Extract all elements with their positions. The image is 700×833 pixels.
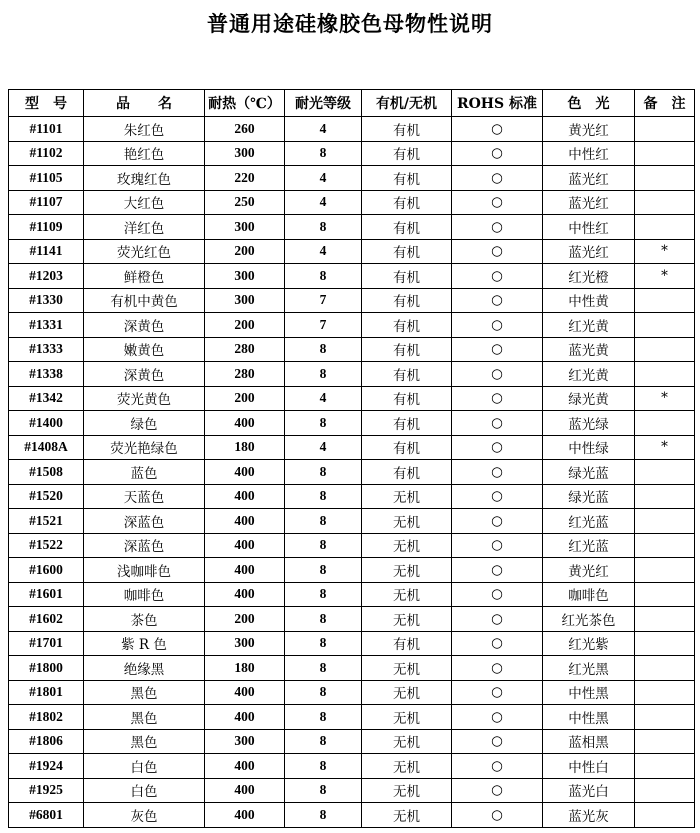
cell-shade: 中性黄 — [543, 288, 635, 313]
header-light: 耐光等级 — [285, 90, 362, 117]
cell-shade: 黄光红 — [543, 558, 635, 583]
cell-note — [635, 778, 695, 803]
cell-type: 有机 — [362, 460, 452, 485]
header-heat: 耐热（℃） — [205, 90, 285, 117]
cell-code: #1400 — [9, 411, 84, 436]
cell-shade: 蓝光黄 — [543, 337, 635, 362]
cell-note — [635, 582, 695, 607]
cell-heat: 400 — [205, 705, 285, 730]
cell-rohs: ○ — [452, 607, 543, 632]
cell-light: 7 — [285, 313, 362, 338]
cell-note — [635, 680, 695, 705]
cell-note: * — [635, 239, 695, 264]
table-body — [9, 117, 695, 828]
cell-code: #1802 — [9, 705, 84, 730]
cell-rohs: ○ — [452, 288, 543, 313]
cell-name: 深蓝色 — [84, 533, 205, 558]
cell-name: 蓝色 — [84, 460, 205, 485]
cell-heat: 400 — [205, 754, 285, 779]
cell-light: 8 — [285, 607, 362, 632]
cell-code: #1105 — [9, 166, 84, 191]
cell-note: * — [635, 386, 695, 411]
cell-note — [635, 117, 695, 142]
cell-light: 4 — [285, 190, 362, 215]
cell-heat: 220 — [205, 166, 285, 191]
cell-rohs: ○ — [452, 117, 543, 142]
cell-shade: 咖啡色 — [543, 582, 635, 607]
cell-name: 咖啡色 — [84, 582, 205, 607]
cell-rohs: ○ — [452, 337, 543, 362]
table-row — [9, 337, 695, 362]
cell-shade: 黄光红 — [543, 117, 635, 142]
cell-type: 无机 — [362, 656, 452, 681]
cell-type: 无机 — [362, 533, 452, 558]
cell-note — [635, 166, 695, 191]
cell-type: 无机 — [362, 729, 452, 754]
table-row — [9, 631, 695, 656]
cell-name: 荧光红色 — [84, 239, 205, 264]
header-name: 品 名 — [84, 90, 205, 117]
cell-code: #1521 — [9, 509, 84, 534]
header-row — [9, 90, 695, 117]
cell-shade: 红光蓝 — [543, 509, 635, 534]
cell-name: 紫 R 色 — [84, 631, 205, 656]
cell-shade: 中性黑 — [543, 705, 635, 730]
table-row — [9, 239, 695, 264]
cell-light: 4 — [285, 239, 362, 264]
cell-light: 8 — [285, 729, 362, 754]
cell-type: 有机 — [362, 362, 452, 387]
table-row — [9, 313, 695, 338]
cell-name: 黑色 — [84, 705, 205, 730]
cell-light: 8 — [285, 484, 362, 509]
cell-type: 有机 — [362, 215, 452, 240]
cell-rohs: ○ — [452, 705, 543, 730]
table-row — [9, 803, 695, 828]
cell-type: 有机 — [362, 313, 452, 338]
cell-type: 有机 — [362, 239, 452, 264]
cell-note — [635, 803, 695, 828]
cell-type: 有机 — [362, 117, 452, 142]
cell-shade: 红光黑 — [543, 656, 635, 681]
table-row — [9, 411, 695, 436]
cell-heat: 400 — [205, 582, 285, 607]
cell-rohs: ○ — [452, 729, 543, 754]
table-row — [9, 484, 695, 509]
table-row — [9, 190, 695, 215]
cell-light: 8 — [285, 533, 362, 558]
cell-note — [635, 754, 695, 779]
header-type: 有机/无机 — [362, 90, 452, 117]
table-row — [9, 435, 695, 460]
cell-note — [635, 705, 695, 730]
cell-code: #1101 — [9, 117, 84, 142]
cell-note — [635, 607, 695, 632]
cell-rohs: ○ — [452, 141, 543, 166]
cell-heat: 300 — [205, 264, 285, 289]
cell-name: 玫瑰红色 — [84, 166, 205, 191]
cell-heat: 200 — [205, 607, 285, 632]
cell-note: * — [635, 435, 695, 460]
cell-note — [635, 484, 695, 509]
cell-note — [635, 631, 695, 656]
cell-name: 白色 — [84, 778, 205, 803]
cell-type: 无机 — [362, 582, 452, 607]
cell-rohs: ○ — [452, 803, 543, 828]
header-rohs: ROHS 标准 — [452, 90, 543, 117]
cell-type: 有机 — [362, 411, 452, 436]
cell-type: 有机 — [362, 631, 452, 656]
cell-rohs: ○ — [452, 754, 543, 779]
cell-rohs: ○ — [452, 239, 543, 264]
cell-rohs: ○ — [452, 190, 543, 215]
cell-name: 深黄色 — [84, 362, 205, 387]
cell-heat: 200 — [205, 313, 285, 338]
cell-light: 7 — [285, 288, 362, 313]
cell-shade: 蓝光红 — [543, 239, 635, 264]
cell-light: 4 — [285, 386, 362, 411]
cell-shade: 蓝光绿 — [543, 411, 635, 436]
cell-code: #1806 — [9, 729, 84, 754]
table-row — [9, 656, 695, 681]
cell-heat: 400 — [205, 803, 285, 828]
cell-note: * — [635, 264, 695, 289]
cell-type: 有机 — [362, 435, 452, 460]
cell-name: 黑色 — [84, 680, 205, 705]
table-row — [9, 386, 695, 411]
cell-rohs: ○ — [452, 362, 543, 387]
cell-rohs: ○ — [452, 582, 543, 607]
table-row — [9, 754, 695, 779]
cell-code: #1800 — [9, 656, 84, 681]
cell-light: 8 — [285, 778, 362, 803]
cell-type: 无机 — [362, 778, 452, 803]
cell-rohs: ○ — [452, 484, 543, 509]
cell-name: 深黄色 — [84, 313, 205, 338]
table-row — [9, 460, 695, 485]
table-header — [9, 90, 695, 117]
table-row — [9, 607, 695, 632]
table-row — [9, 117, 695, 142]
table-row — [9, 288, 695, 313]
cell-note — [635, 288, 695, 313]
cell-rohs: ○ — [452, 435, 543, 460]
cell-type: 有机 — [362, 190, 452, 215]
cell-name: 大红色 — [84, 190, 205, 215]
cell-shade: 红光茶色 — [543, 607, 635, 632]
cell-shade: 绿光蓝 — [543, 460, 635, 485]
cell-light: 4 — [285, 117, 362, 142]
table-row — [9, 141, 695, 166]
cell-type: 有机 — [362, 386, 452, 411]
cell-code: #1330 — [9, 288, 84, 313]
cell-name: 绝缘黑 — [84, 656, 205, 681]
cell-type: 无机 — [362, 705, 452, 730]
cell-heat: 300 — [205, 215, 285, 240]
cell-name: 浅咖啡色 — [84, 558, 205, 583]
cell-light: 8 — [285, 509, 362, 534]
cell-light: 4 — [285, 435, 362, 460]
properties-table — [8, 89, 695, 828]
cell-light: 8 — [285, 705, 362, 730]
cell-code: #1331 — [9, 313, 84, 338]
cell-shade: 中性绿 — [543, 435, 635, 460]
cell-note — [635, 460, 695, 485]
cell-rohs: ○ — [452, 215, 543, 240]
cell-rohs: ○ — [452, 313, 543, 338]
cell-name: 绿色 — [84, 411, 205, 436]
cell-light: 4 — [285, 166, 362, 191]
cell-light: 8 — [285, 264, 362, 289]
cell-heat: 400 — [205, 484, 285, 509]
cell-note — [635, 362, 695, 387]
cell-heat: 300 — [205, 141, 285, 166]
cell-light: 8 — [285, 656, 362, 681]
cell-light: 8 — [285, 680, 362, 705]
cell-note — [635, 215, 695, 240]
cell-shade: 绿光蓝 — [543, 484, 635, 509]
table-row — [9, 215, 695, 240]
table-row — [9, 778, 695, 803]
cell-code: #1203 — [9, 264, 84, 289]
cell-code: #1924 — [9, 754, 84, 779]
cell-code: #1102 — [9, 141, 84, 166]
cell-type: 有机 — [362, 166, 452, 191]
table-row — [9, 680, 695, 705]
cell-type: 无机 — [362, 509, 452, 534]
cell-light: 8 — [285, 582, 362, 607]
cell-rohs: ○ — [452, 778, 543, 803]
cell-rohs: ○ — [452, 656, 543, 681]
table-row — [9, 264, 695, 289]
cell-shade: 蓝光红 — [543, 166, 635, 191]
cell-code: #1522 — [9, 533, 84, 558]
cell-note — [635, 190, 695, 215]
cell-code: #6801 — [9, 803, 84, 828]
cell-name: 天蓝色 — [84, 484, 205, 509]
cell-rohs: ○ — [452, 166, 543, 191]
cell-code: #1701 — [9, 631, 84, 656]
cell-type: 无机 — [362, 484, 452, 509]
cell-heat: 180 — [205, 656, 285, 681]
cell-shade: 蓝光白 — [543, 778, 635, 803]
cell-heat: 400 — [205, 778, 285, 803]
cell-light: 8 — [285, 141, 362, 166]
cell-heat: 300 — [205, 288, 285, 313]
cell-name: 白色 — [84, 754, 205, 779]
cell-heat: 300 — [205, 729, 285, 754]
cell-rohs: ○ — [452, 533, 543, 558]
cell-code: #1520 — [9, 484, 84, 509]
cell-type: 有机 — [362, 288, 452, 313]
cell-heat: 400 — [205, 558, 285, 583]
cell-name: 茶色 — [84, 607, 205, 632]
cell-shade: 中性红 — [543, 215, 635, 240]
cell-rohs: ○ — [452, 680, 543, 705]
cell-note — [635, 337, 695, 362]
cell-shade: 蓝光红 — [543, 190, 635, 215]
document-title: 普通用途硅橡胶色母物性说明 — [207, 12, 493, 36]
cell-name: 深蓝色 — [84, 509, 205, 534]
cell-name: 荧光黄色 — [84, 386, 205, 411]
cell-name: 鲜橙色 — [84, 264, 205, 289]
cell-code: #1107 — [9, 190, 84, 215]
cell-heat: 180 — [205, 435, 285, 460]
cell-heat: 400 — [205, 411, 285, 436]
cell-shade: 中性白 — [543, 754, 635, 779]
table-row — [9, 582, 695, 607]
cell-name: 有机中黄色 — [84, 288, 205, 313]
cell-shade: 蓝光灰 — [543, 803, 635, 828]
cell-light: 8 — [285, 337, 362, 362]
cell-name: 洋红色 — [84, 215, 205, 240]
cell-shade: 红光黄 — [543, 313, 635, 338]
table-row — [9, 705, 695, 730]
cell-shade: 红光黄 — [543, 362, 635, 387]
cell-type: 无机 — [362, 754, 452, 779]
cell-rohs: ○ — [452, 460, 543, 485]
cell-shade: 红光蓝 — [543, 533, 635, 558]
cell-heat: 300 — [205, 631, 285, 656]
cell-name: 艳红色 — [84, 141, 205, 166]
cell-light: 8 — [285, 362, 362, 387]
cell-light: 8 — [285, 215, 362, 240]
cell-light: 8 — [285, 558, 362, 583]
cell-heat: 260 — [205, 117, 285, 142]
cell-rohs: ○ — [452, 411, 543, 436]
table-row — [9, 509, 695, 534]
table-row — [9, 558, 695, 583]
cell-name: 灰色 — [84, 803, 205, 828]
cell-code: #1141 — [9, 239, 84, 264]
cell-shade: 蓝相黑 — [543, 729, 635, 754]
cell-light: 8 — [285, 631, 362, 656]
cell-rohs: ○ — [452, 386, 543, 411]
cell-type: 有机 — [362, 337, 452, 362]
cell-heat: 280 — [205, 337, 285, 362]
cell-code: #1338 — [9, 362, 84, 387]
cell-rohs: ○ — [452, 509, 543, 534]
cell-code: #1600 — [9, 558, 84, 583]
cell-light: 8 — [285, 460, 362, 485]
cell-heat: 400 — [205, 509, 285, 534]
cell-shade: 绿光黄 — [543, 386, 635, 411]
cell-note — [635, 558, 695, 583]
cell-type: 无机 — [362, 607, 452, 632]
table-row — [9, 729, 695, 754]
cell-code: #1602 — [9, 607, 84, 632]
cell-code: #1408A — [9, 435, 84, 460]
cell-type: 无机 — [362, 680, 452, 705]
cell-code: #1333 — [9, 337, 84, 362]
table-row — [9, 362, 695, 387]
cell-code: #1342 — [9, 386, 84, 411]
cell-shade: 红光紫 — [543, 631, 635, 656]
cell-heat: 400 — [205, 533, 285, 558]
cell-note — [635, 313, 695, 338]
cell-shade: 中性红 — [543, 141, 635, 166]
cell-shade: 红光橙 — [543, 264, 635, 289]
cell-code: #1801 — [9, 680, 84, 705]
cell-note — [635, 509, 695, 534]
table-row — [9, 533, 695, 558]
cell-note — [635, 656, 695, 681]
cell-light: 8 — [285, 754, 362, 779]
cell-note — [635, 141, 695, 166]
cell-rohs: ○ — [452, 631, 543, 656]
cell-name: 朱红色 — [84, 117, 205, 142]
header-code: 型 号 — [9, 90, 84, 117]
cell-light: 8 — [285, 411, 362, 436]
cell-heat: 250 — [205, 190, 285, 215]
cell-light: 8 — [285, 803, 362, 828]
table-row — [9, 166, 695, 191]
cell-code: #1601 — [9, 582, 84, 607]
cell-type: 有机 — [362, 264, 452, 289]
cell-code: #1925 — [9, 778, 84, 803]
cell-heat: 280 — [205, 362, 285, 387]
cell-heat: 200 — [205, 239, 285, 264]
cell-code: #1508 — [9, 460, 84, 485]
cell-rohs: ○ — [452, 558, 543, 583]
cell-note — [635, 533, 695, 558]
cell-note — [635, 411, 695, 436]
cell-type: 有机 — [362, 141, 452, 166]
cell-type: 无机 — [362, 803, 452, 828]
cell-code: #1109 — [9, 215, 84, 240]
cell-type: 无机 — [362, 558, 452, 583]
cell-name: 嫩黄色 — [84, 337, 205, 362]
cell-heat: 200 — [205, 386, 285, 411]
cell-note — [635, 729, 695, 754]
cell-heat: 400 — [205, 680, 285, 705]
cell-name: 黑色 — [84, 729, 205, 754]
header-shade: 色 光 — [543, 90, 635, 117]
header-note: 备 注 — [635, 90, 695, 117]
cell-name: 荧光艳绿色 — [84, 435, 205, 460]
cell-heat: 400 — [205, 460, 285, 485]
cell-rohs: ○ — [452, 264, 543, 289]
cell-shade: 中性黑 — [543, 680, 635, 705]
